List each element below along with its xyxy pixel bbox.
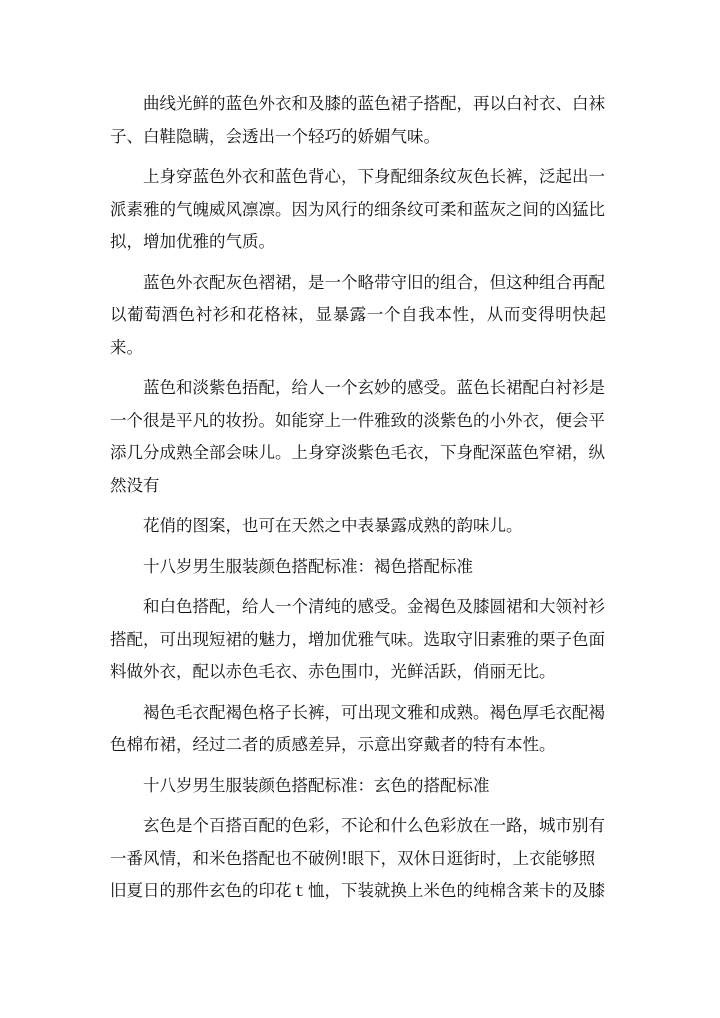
paragraph <box>110 551 606 584</box>
paragraph-line: 以葡萄酒色衬衫和花格袜，显暴露一个自我本性，从而变得明快起来。 <box>110 305 606 357</box>
paragraph-line: 色棉布裙，经过二者的质感差异，示意出穿戴者的特有本性。 <box>110 735 556 754</box>
paragraph-line: 褐色毛衣配褐色格子长裤，可出现文雅和成熟。褐色厚毛衣配褐 <box>143 702 605 722</box>
paragraph-line: 添几分成熟全部会味儿。上身穿淡紫色毛衣，下身配深蓝色窄裙，纵 <box>110 443 605 462</box>
paragraph-line: 和白色搭配，给人一个清纯的感受。金褐色及膝圆裙和大领衬衫 <box>143 597 605 616</box>
paragraph-line: 十八岁男生服装颜色搭配标准：玄色的搭配标准 <box>143 775 490 795</box>
paragraph-line: 一个很是平凡的妆扮。如能穿上一件雅致的淡紫色的小外衣，便会平 <box>110 410 605 430</box>
paragraph <box>110 510 606 543</box>
paragraph-line: 蓝色和淡紫色捂配，给人一个玄妙的感受。蓝色长裙配白衬衫是 <box>143 378 605 397</box>
paragraph-line: 花俏的图案，也可在天然之中表暴露成熟的韵味儿。 <box>143 516 523 535</box>
paragraph <box>110 88 606 153</box>
paragraph <box>110 697 606 762</box>
paragraph-line: 一番风情，和米色搭配也不破例!眼下，双休日逛街时，上衣能够照 <box>110 848 596 868</box>
paragraph-line: 然没有 <box>110 475 160 495</box>
paragraph-line: 搭配，可出现短裙的魅力，增加优雅气味。选取守旧素雅的栗子色面 <box>110 629 605 649</box>
paragraph <box>110 770 606 803</box>
paragraph-line: 上身穿蓝色外衣和蓝色背心，下身配细条纹灰色长裤，泛起出一 <box>143 167 605 186</box>
paragraph-line: 蓝色外衣配灰色褶裙，是一个略带守旧的组合，但这种组合再配 <box>143 272 605 292</box>
paragraph-line: 旧夏日的那件玄色的印花ｔ恤，下装就换上米色的纯棉含莱卡的及膝 <box>110 881 605 900</box>
paragraph-line: 玄色是个百搭百配的色彩，不论和什么色彩放在一路，城市别有 <box>143 816 605 835</box>
paragraph-line: 派素雅的气魄威风凛凛。因为风行的细条纹可柔和蓝灰之间的凶猛比 <box>110 199 605 219</box>
paragraph-line: 拟，增加优雅的气质。 <box>110 232 275 251</box>
paragraph <box>110 372 606 502</box>
paragraph-line: 子、白鞋隐瞒，会透出一个轻巧的娇媚气味。 <box>110 126 440 146</box>
paragraph <box>110 267 606 365</box>
paragraph-line: 料做外衣，配以赤色毛衣、赤色围巾，光鲜活跃，俏丽无比。 <box>110 662 556 681</box>
paragraph-line: 曲线光鲜的蓝色外衣和及膝的蓝色裙子搭配，再以白衬衣、白袜 <box>143 94 605 113</box>
document-body <box>110 88 606 916</box>
paragraph <box>110 161 606 259</box>
paragraph <box>110 810 606 908</box>
paragraph <box>110 591 606 689</box>
paragraph-line: 十八岁男生服装颜色搭配标准：褐色搭配标准 <box>143 556 473 576</box>
